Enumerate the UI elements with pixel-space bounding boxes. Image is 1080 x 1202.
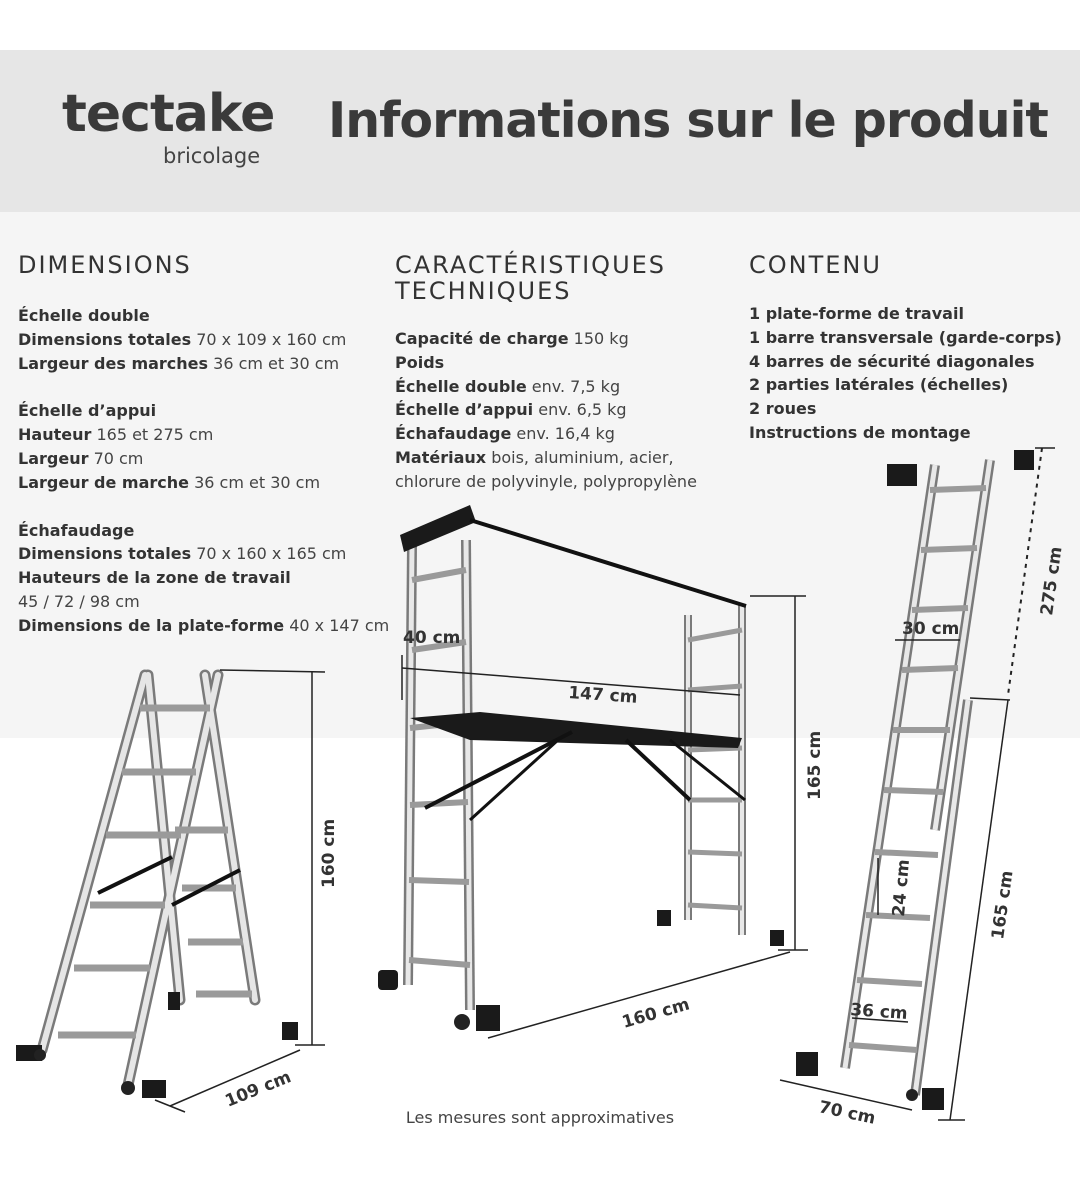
list-item: 2 roues [749, 399, 817, 419]
double-height-label: 160 cm [319, 818, 339, 888]
double-depth-label: 109 cm [222, 1067, 295, 1112]
spec-row: Hauteur 165 et 275 cm [18, 425, 214, 445]
list-item: 1 barre transversale (garde-corps) [749, 327, 1062, 347]
support-bottom-step-label: 36 cm [849, 1000, 909, 1024]
spec-row: Dimensions totales 70 x 160 x 165 cm [18, 544, 347, 564]
spec-row: Matériaux bois, aluminium, acier, [395, 447, 674, 467]
double-ladder-drawing [16, 670, 325, 1112]
scaffold-length-label: 160 cm [619, 994, 692, 1033]
spec-row: Poids [395, 352, 445, 372]
support-lower-height-label: 165 cm [988, 869, 1018, 941]
spec-row: 45 / 72 / 98 cm [18, 591, 140, 611]
spec-row: Capacité de charge 150 kg [395, 329, 629, 348]
group-title-support: Échelle d’appui [18, 401, 157, 421]
spec-row: Échafaudage env. 16,4 kg [395, 424, 615, 444]
dimensions-heading: DIMENSIONS [18, 251, 192, 279]
group-title-double: Échelle double [18, 306, 150, 325]
group-title-scaffold: Échafaudage [18, 520, 135, 540]
support-width-label: 70 cm [816, 1097, 878, 1129]
contents-heading: CONTENU [749, 251, 882, 279]
list-item: Instructions de montage [749, 422, 971, 442]
list-item: 4 barres de sécurité diagonales [749, 351, 1035, 371]
specs-heading-line1: CARACTÉRISTIQUES [395, 251, 667, 279]
spec-row: Largeur de marche 36 cm et 30 cm [18, 472, 321, 492]
list-item: 1 plate-forme de travail [749, 304, 964, 323]
scaffold-height-label: 165 cm [805, 730, 825, 800]
support-top-step-label: 30 cm [902, 619, 960, 639]
specs-heading-line2: TECHNIQUES [395, 277, 572, 306]
scaffold-platform-length-label: 147 cm [567, 683, 639, 708]
list-item: 2 parties latérales (échelles) [749, 375, 1009, 395]
brand-subtitle: bricolage [163, 144, 261, 168]
spec-row: Échelle double env. 7,5 kg [395, 376, 621, 396]
scaffold-drawing [378, 505, 808, 1038]
page-title: Informations sur le produit [328, 92, 1048, 149]
support-full-height-label: 275 cm [1037, 545, 1067, 617]
spec-row: Échelle d’appui env. 6,5 kg [395, 400, 627, 420]
spec-row: Hauteurs de la zone de travail [18, 568, 291, 588]
spec-row: Dimensions totales 70 x 109 x 160 cm [18, 329, 347, 349]
spec-row: chlorure de polyvinyle, polypropylène [395, 471, 697, 491]
spec-row: Dimensions de la plate-forme 40 x 147 cm [18, 615, 390, 635]
scaffold-platform-depth-label: 40 cm [403, 628, 461, 648]
support-step-spacing-label: 24 cm [889, 858, 914, 918]
brand-logo: tectake [62, 84, 275, 144]
spec-row: Largeur des marches 36 cm et 30 cm [18, 353, 340, 373]
spec-row: Largeur 70 cm [18, 448, 144, 468]
footer-note: Les mesures sont approximatives [405, 1108, 675, 1127]
